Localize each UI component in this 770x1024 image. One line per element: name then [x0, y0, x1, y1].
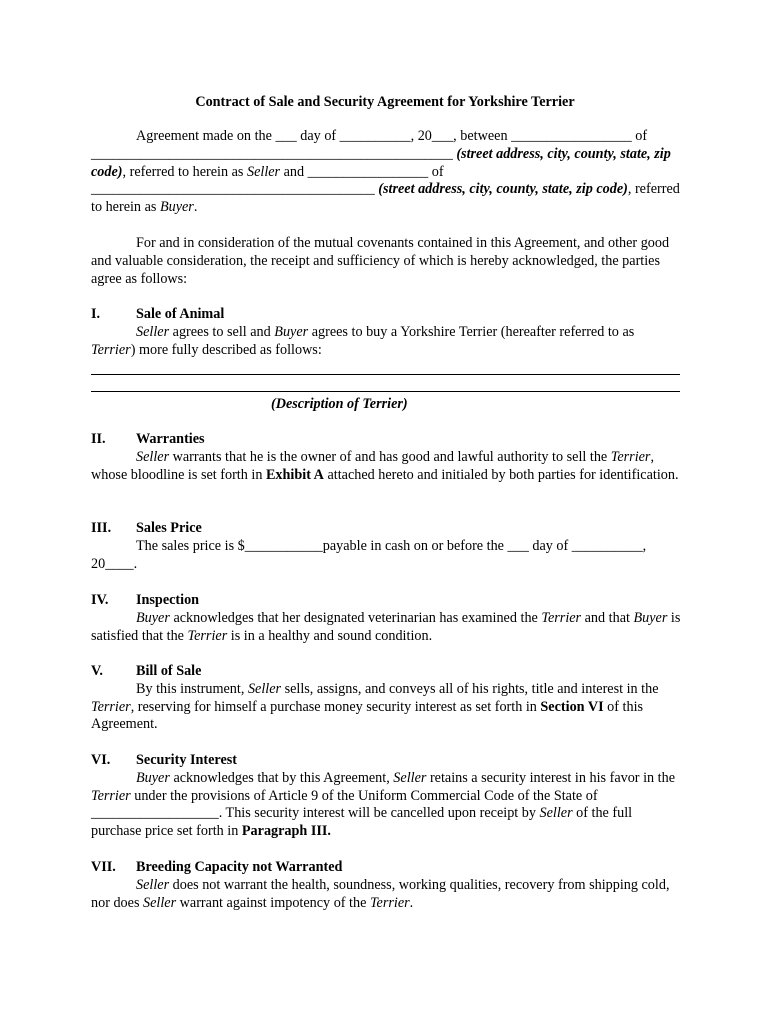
section-body — [91, 681, 681, 734]
section-body — [91, 877, 681, 913]
text: acknowledges that her designated veterinarian has examined the — [169, 609, 542, 626]
seller-term: Seller — [143, 894, 177, 911]
buyer-address-blank: ________________________________________ — [91, 181, 375, 198]
text: and that — [581, 609, 634, 626]
terrier-term: Terrier — [91, 787, 131, 804]
section-body — [91, 770, 681, 841]
section-heading: Bill of Sale — [136, 663, 202, 679]
section-number: I. — [91, 306, 101, 322]
text: is in a healthy and sound condition. — [227, 627, 433, 644]
consideration-paragraph: For and in consideration of the mutual covenants contained in this Agreement, and other good and valuable consideration, the receipt and sufficiency of which is hereby acknowledged, the parties agree as follows: — [91, 235, 670, 287]
seller-term: Seller — [136, 876, 170, 893]
text: , whose bloodline is set forth in — [91, 448, 654, 483]
section-heading: Security Interest — [136, 752, 237, 768]
period: . — [193, 199, 198, 216]
text: does not warrant the health, soundness, working qualities, recovery from shipping cold, nor does — [91, 876, 670, 911]
buyer-blank-text: and _________________ of — [283, 163, 444, 180]
buyer-term: Buyer — [633, 609, 668, 626]
text: sells, assigns, and conveys all of his rights, title and interest in the — [281, 680, 659, 697]
section-number: V. — [91, 663, 103, 679]
section-reference: Section VI — [540, 698, 604, 715]
parties-of-line: of ___________________________________________________ — [91, 128, 648, 162]
parties-paragraph — [91, 128, 681, 217]
comma: , — [627, 181, 632, 198]
terrier-term: Terrier — [187, 627, 228, 644]
seller-term: Seller — [136, 448, 170, 465]
seller-address-note-b: state, zip code) — [91, 145, 671, 180]
text: warrant against impotency of the — [176, 894, 370, 911]
terrier-term: Terrier — [91, 698, 131, 715]
paragraph-reference: Paragraph III. — [241, 823, 331, 840]
text: By this instrument, — [136, 680, 248, 697]
buyer-term: Buyer — [274, 323, 309, 340]
text: acknowledges that by this Agreement, — [169, 769, 394, 786]
buyer-term: Buyer — [136, 609, 170, 626]
section-number: IV. — [91, 592, 109, 608]
description-line-1 — [91, 374, 680, 375]
text: , reserving for himself a purchase money security interest as set forth in — [130, 698, 541, 715]
parties-intro: Agreement made on the ___ day of __________, 20___, between _________________ — [136, 128, 632, 144]
section-body: The sales price is $___________payable in cash on or before the ___ day of __________, 20____. — [91, 537, 647, 572]
referred-buyer-text: referred to herein as — [91, 181, 680, 216]
description-line-2 — [91, 391, 680, 392]
text: of the full purchase price set forth in — [91, 805, 633, 840]
seller-term: Seller — [246, 163, 281, 180]
seller-term: Seller — [393, 769, 427, 786]
text: is satisfied that the — [91, 609, 681, 644]
section-heading: Breeding Capacity not Warranted — [136, 859, 343, 875]
text: warrants that he is the owner of and has good and lawful authority to sell the — [169, 448, 611, 465]
seller-term: Seller — [136, 323, 170, 340]
text: agrees to buy a Yorkshire Terrier (hereafter referred to as — [308, 323, 635, 340]
terrier-term: Terrier — [91, 341, 131, 358]
seller-address-note-a: (street address, city, county, — [456, 145, 617, 162]
terrier-term: Terrier — [610, 448, 651, 465]
section-heading: Inspection — [136, 592, 200, 608]
section-heading: Sales Price — [136, 520, 202, 536]
section-body — [91, 610, 681, 646]
section-number: VII. — [91, 859, 116, 875]
terrier-term: Terrier — [541, 609, 582, 626]
text: under the provisions of Article 9 of the Uniform Commercial Code of the State of __________________. This security interest will be cancelled upon receipt by — [91, 787, 598, 822]
text: ) more fully described as follows: — [130, 341, 322, 358]
section-body — [91, 449, 681, 485]
section-number: VI. — [91, 752, 111, 768]
referred-seller-text: , referred to herein as — [122, 163, 244, 180]
text: retains a security interest in his favor in the — [426, 769, 675, 786]
section-body — [91, 324, 681, 360]
terrier-term: Terrier — [369, 894, 410, 911]
text: . — [409, 894, 414, 911]
section-heading: Warranties — [136, 431, 205, 447]
document-title: Contract of Sale and Security Agreement for Yorkshire Terrier — [195, 94, 575, 110]
text: agrees to sell and — [169, 323, 275, 340]
exhibit-reference: Exhibit A — [265, 466, 324, 483]
section-number: II. — [91, 431, 106, 447]
section-number: III. — [91, 520, 112, 536]
buyer-term: Buyer — [136, 769, 170, 786]
seller-term: Seller — [539, 805, 573, 822]
buyer-address-note: (street address, city, county, state, zip code) — [378, 181, 628, 198]
text: attached hereto and initialed by both parties for identification. — [323, 466, 679, 483]
description-label: (Description of Terrier) — [271, 396, 408, 412]
seller-term: Seller — [247, 680, 282, 697]
section-heading: Sale of Animal — [136, 306, 225, 322]
text: of this Agreement. — [91, 698, 644, 733]
buyer-term: Buyer — [159, 199, 194, 216]
